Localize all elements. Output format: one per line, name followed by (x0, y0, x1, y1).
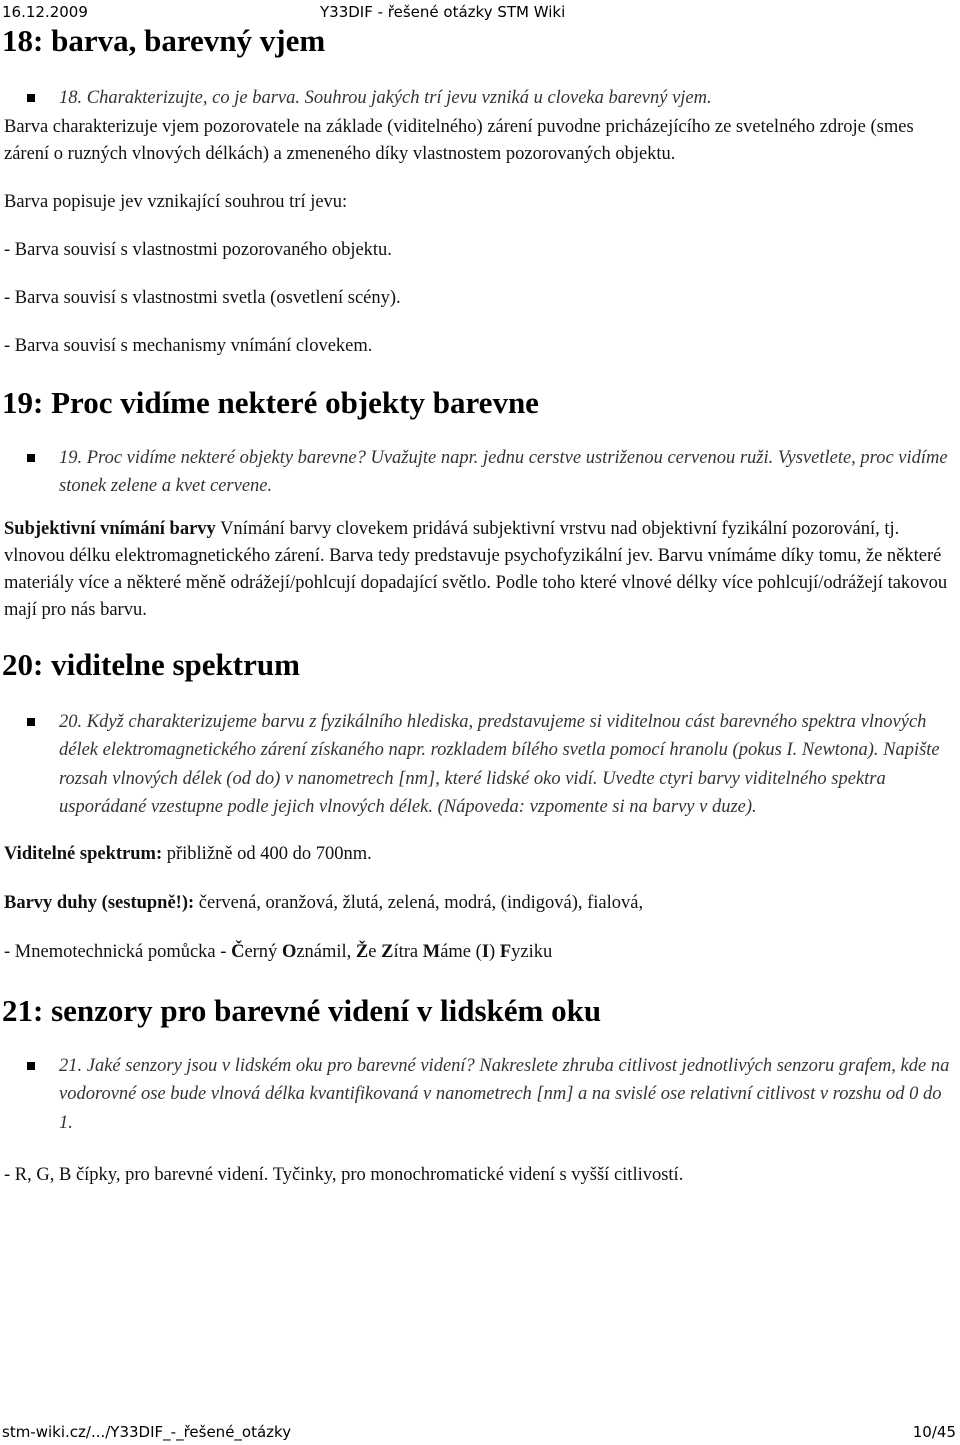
visible-spectrum-label: Viditelné spektrum: (4, 843, 163, 864)
answer-18-paragraph-4: - Barva souvisí s vlastnostmi svetla (osvetlení scény). (4, 287, 401, 308)
mnemonic-letter: Č (231, 941, 245, 962)
footer-page-number: 10/45 (912, 1423, 956, 1441)
mnemonic-word-part: ) (489, 941, 500, 962)
question-21 (0, 1052, 956, 1138)
answer-19-text: Vnímání barvy clovekem pridává subjektivní vrstvu nad objektivní fyzikální pozorování, tj. vlnovou délku elektromagnetického zárení. Barva tedy predstavuje psychofyzikální jev. Barvu vnímáme díky tomu, že některé materiály více a některé měně odrážejí/pohlcují dopadající světlo. Podle toho které vlnové délky více pohlcují/odrážejí takovou mají pro nás barvu. (4, 518, 948, 620)
mnemonic-letter: I (481, 941, 490, 962)
mnemonic-letter: Ž (355, 941, 369, 962)
rainbow-colors-label: Barvy duhy (sestupně!): (4, 892, 195, 913)
answer-19-bold-term: Subjektivní vnímání barvy (4, 518, 216, 539)
section-19-heading: 19: Proc vidíme nekteré objekty barevne (2, 384, 539, 420)
header-title: Y33DIF - řešené otázky STM Wiki (320, 3, 566, 21)
answer-21-paragraph: - R, G, B čípky, pro barevné videní. Tyčinky, pro monochromatické videní s vyšší citlivostí. (4, 1165, 684, 1185)
bullet-icon (27, 454, 35, 462)
answer-18-paragraph-3: - Barva souvisí s vlastnostmi pozorovaného objektu. (4, 239, 392, 260)
question-19-text: 19. Proc vidíme nekteré objekty barevne? Uvažujte napr. jednu cerstve ustriženou cervenou ruži. Vysvetlete, proc vidíme stonek zelene a kvet cervene. (59, 447, 948, 496)
mnemonic-letter: M (422, 941, 441, 962)
question-20-text: 20. Když charakterizujeme barvu z fyzikálního hlediska, predstavujeme si viditelnou cást barevného spektra vlnových délek elektromagnetického zárení získaného napr. rozkladem bílého svetla pomocí hranolu (pokus I. Newtona). Napište rozsah vlnových délek (od do) v nanometrech [nm], které lidské oko vidí. Uvedte ctyri barvy viditelného spektra usporádané vzestupne podle jejich vlnových délek. (Nápoveda: vzpomente si na barvy v duze). (59, 711, 940, 817)
header-date: 16.12.2009 (2, 3, 88, 21)
mnemonic-word-part: áme ( (440, 941, 482, 962)
mnemonic-word-part: e (368, 941, 382, 962)
mnemonic-letter: F (499, 941, 512, 962)
section-20-heading: 20: viditelne spektrum (2, 646, 300, 682)
page-footer (0, 1420, 960, 1445)
visible-spectrum-value: přibližně od 400 do 700nm. (162, 843, 372, 864)
mnemonic-prefix: - Mnemotechnická pomůcka - (4, 941, 232, 962)
question-20 (0, 708, 956, 822)
section-21-heading: 21: senzory pro barevné videní v lidském oku (2, 992, 602, 1028)
mnemonic-word-part: známil, (296, 941, 356, 962)
question-21-text: 21. Jaké senzory jsou v lidském oku pro barevné videní? Nakreslete zhruba citlivost jednotlivých senzoru grafem, kde na vodorovné ose bude vlnová délka kvantifikovaná v nanometrech [nm] a na svislé ose relativní citlivost v rozshu od 0 do 1. (59, 1055, 950, 1133)
mnemonic-word-part: yziku (511, 941, 553, 962)
bullet-icon (27, 1062, 35, 1070)
mnemonic-word-part: ítra (393, 941, 423, 962)
mnemonic-word-part: erný (244, 941, 282, 962)
section-18-heading: 18: barva, barevný vjem (2, 23, 326, 58)
answer-19-paragraph (0, 516, 956, 624)
mnemonic-letter: O (281, 941, 297, 962)
question-19 (0, 444, 956, 501)
question-18-text: 18. Charakterizujte, co je barva. Souhrou jakých trí jevu vzniká u cloveka barevný vjem. (59, 88, 712, 108)
visible-spectrum-line (0, 841, 956, 868)
mnemonic-line (0, 939, 956, 966)
footer-url: stm-wiki.cz/.../Y33DIF_-_řešené_otázky (2, 1423, 292, 1441)
document-content (0, 22, 956, 1189)
rainbow-colors-line (0, 890, 956, 917)
question-18 (0, 84, 956, 113)
answer-18-paragraph-1: Barva charakterizuje vjem pozorovatele na základe (viditelného) zárení puvodne pricházejícího ze svetelného zdroje (smes zárení o ruzných vlnových délkách) a zmeneného díky vlastnostem pozorovaných objektu. (4, 116, 914, 164)
rainbow-colors-value: červená, oranžová, žlutá, zelená, modrá, (indigová), fialová, (194, 892, 644, 913)
answer-18-paragraph-5: - Barva souvisí s mechanismy vnímání clovekem. (4, 335, 373, 356)
mnemonic-letter: Z (381, 941, 394, 962)
bullet-icon (27, 718, 35, 726)
answer-18-paragraph-2: Barva popisuje jev vznikající souhrou trí jevu: (4, 191, 348, 212)
bullet-icon (27, 94, 35, 102)
